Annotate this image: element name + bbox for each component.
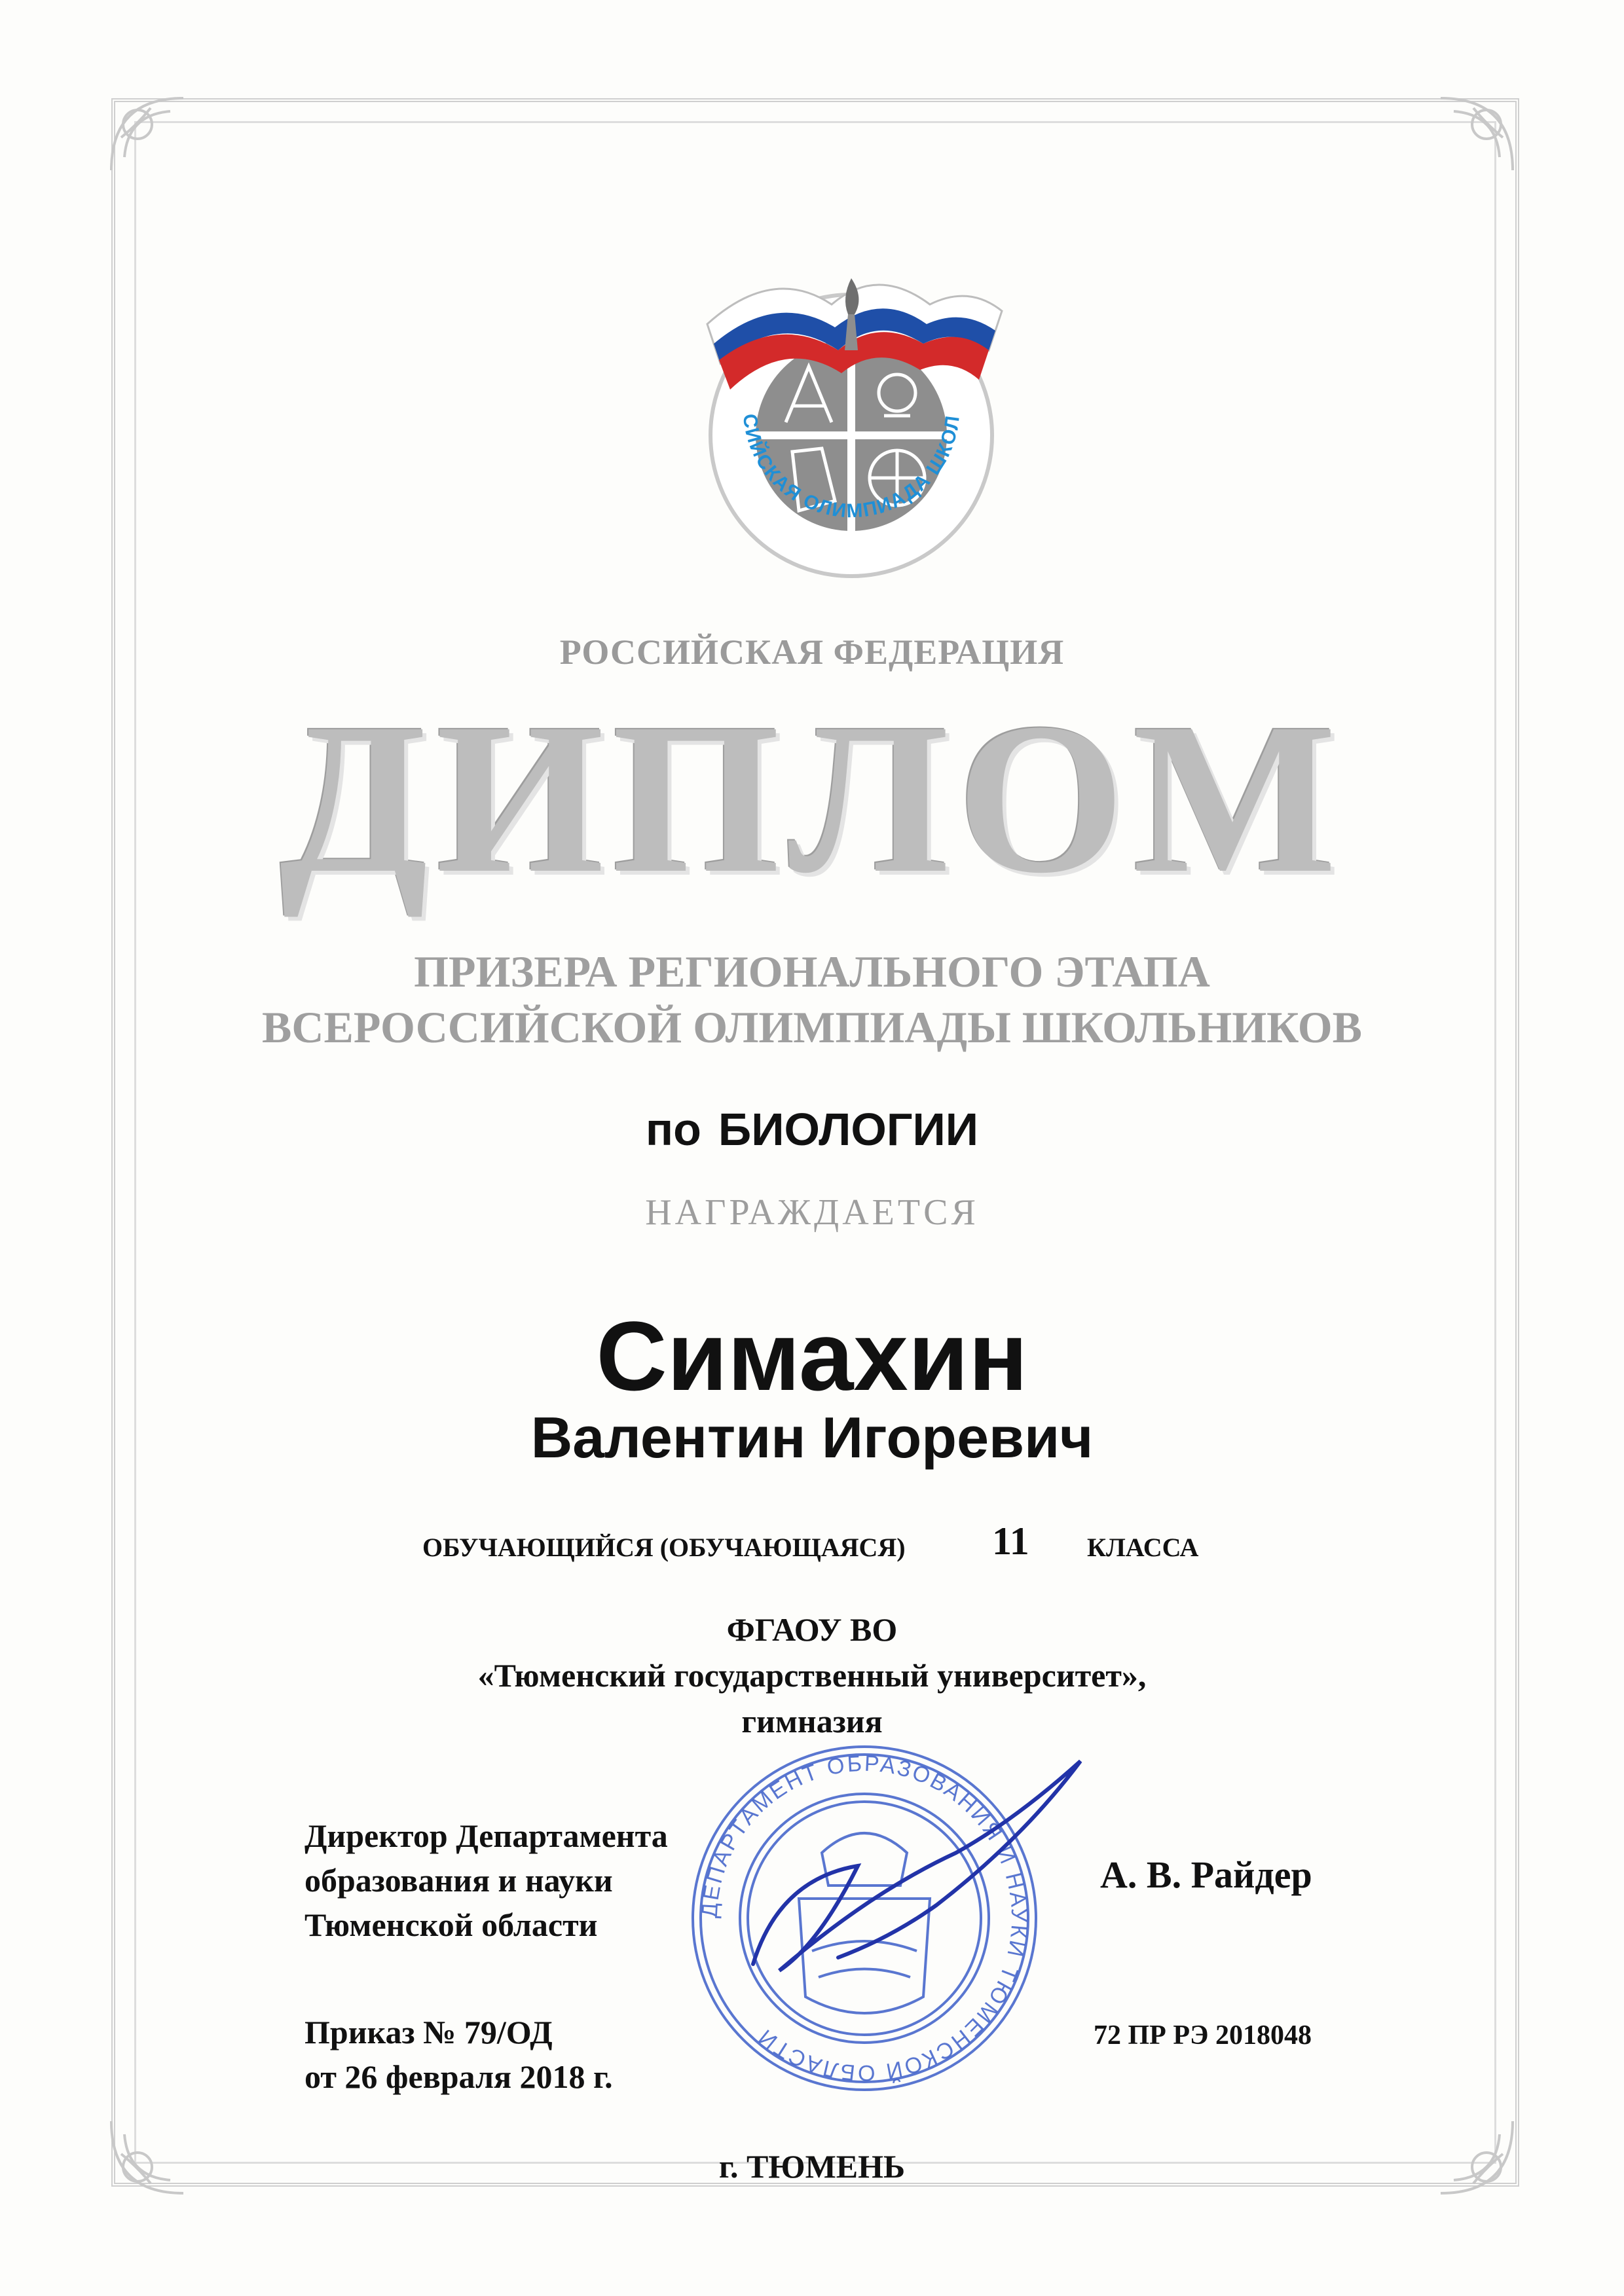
signatory-title-line-1: Директор Департамента bbox=[304, 1817, 668, 1854]
recipient-surname: Симахин bbox=[596, 1301, 1028, 1411]
order-date: от 26 февраля 2018 г. bbox=[304, 2058, 613, 2095]
order-reference bbox=[304, 2010, 613, 2099]
subject-name: БИОЛОГИИ bbox=[718, 1104, 979, 1155]
city: г. ТЮМЕНЬ bbox=[718, 2148, 906, 2185]
subject-line bbox=[0, 1103, 1624, 1156]
stamp-ring-text: ДЕПАРТАМЕНТ ОБРАЗОВАНИЯ И НАУКИ ТЮМЕНСКОЙ ОБЛАСТИ bbox=[697, 1751, 1032, 2086]
recipient-given-names: Валентин Игоревич bbox=[530, 1405, 1094, 1470]
corner-ornament-top-right bbox=[1428, 85, 1526, 183]
class-label: КЛАССА bbox=[1087, 1533, 1199, 1562]
subject-prefix: по bbox=[645, 1104, 701, 1155]
student-label: ОБУЧАЮЩИЙСЯ (ОБУЧАЮЩАЯСЯ) bbox=[422, 1533, 906, 1562]
emblem-ring-text: СИЙСКАЯ ОЛИМПИАДА ШКОЛ bbox=[738, 412, 965, 522]
olympiad-emblem-logo bbox=[681, 252, 1022, 592]
awarded-label: НАГРАЖДАЕТСЯ bbox=[645, 1192, 979, 1233]
school-line-2: «Тюменский государственный университет», bbox=[477, 1657, 1147, 1694]
school-line-3: гимназия bbox=[741, 1703, 883, 1740]
diploma-title: ДИПЛОМ bbox=[279, 679, 1345, 918]
corner-ornament-top-left bbox=[98, 85, 196, 183]
handwritten-signature bbox=[740, 1748, 1107, 1997]
registration-number: 72 ПР РЭ 2018048 bbox=[1094, 2020, 1312, 2050]
signatory-title-line-2: образования и науки bbox=[304, 1862, 613, 1899]
signatory-name: А. В. Райдер bbox=[1100, 1853, 1312, 1896]
school-line-1: ФГАОУ ВО bbox=[726, 1611, 898, 1648]
subtitle-line-1: ПРИЗЕРА РЕГИОНАЛЬНОГО ЭТАПА bbox=[414, 947, 1210, 996]
subtitle-line-2: ВСЕРОССИЙСКОЙ ОЛИМПИАДЫ ШКОЛЬНИКОВ bbox=[262, 1002, 1362, 1052]
grade-number: 11 bbox=[992, 1520, 1029, 1563]
signatory-title bbox=[304, 1813, 668, 1947]
order-number: Приказ № 79/ОД bbox=[304, 2014, 553, 2050]
country-heading: РОССИЙСКАЯ ФЕДЕРАЦИЯ bbox=[559, 632, 1065, 672]
signatory-title-line-3: Тюменской области bbox=[304, 1906, 598, 1943]
